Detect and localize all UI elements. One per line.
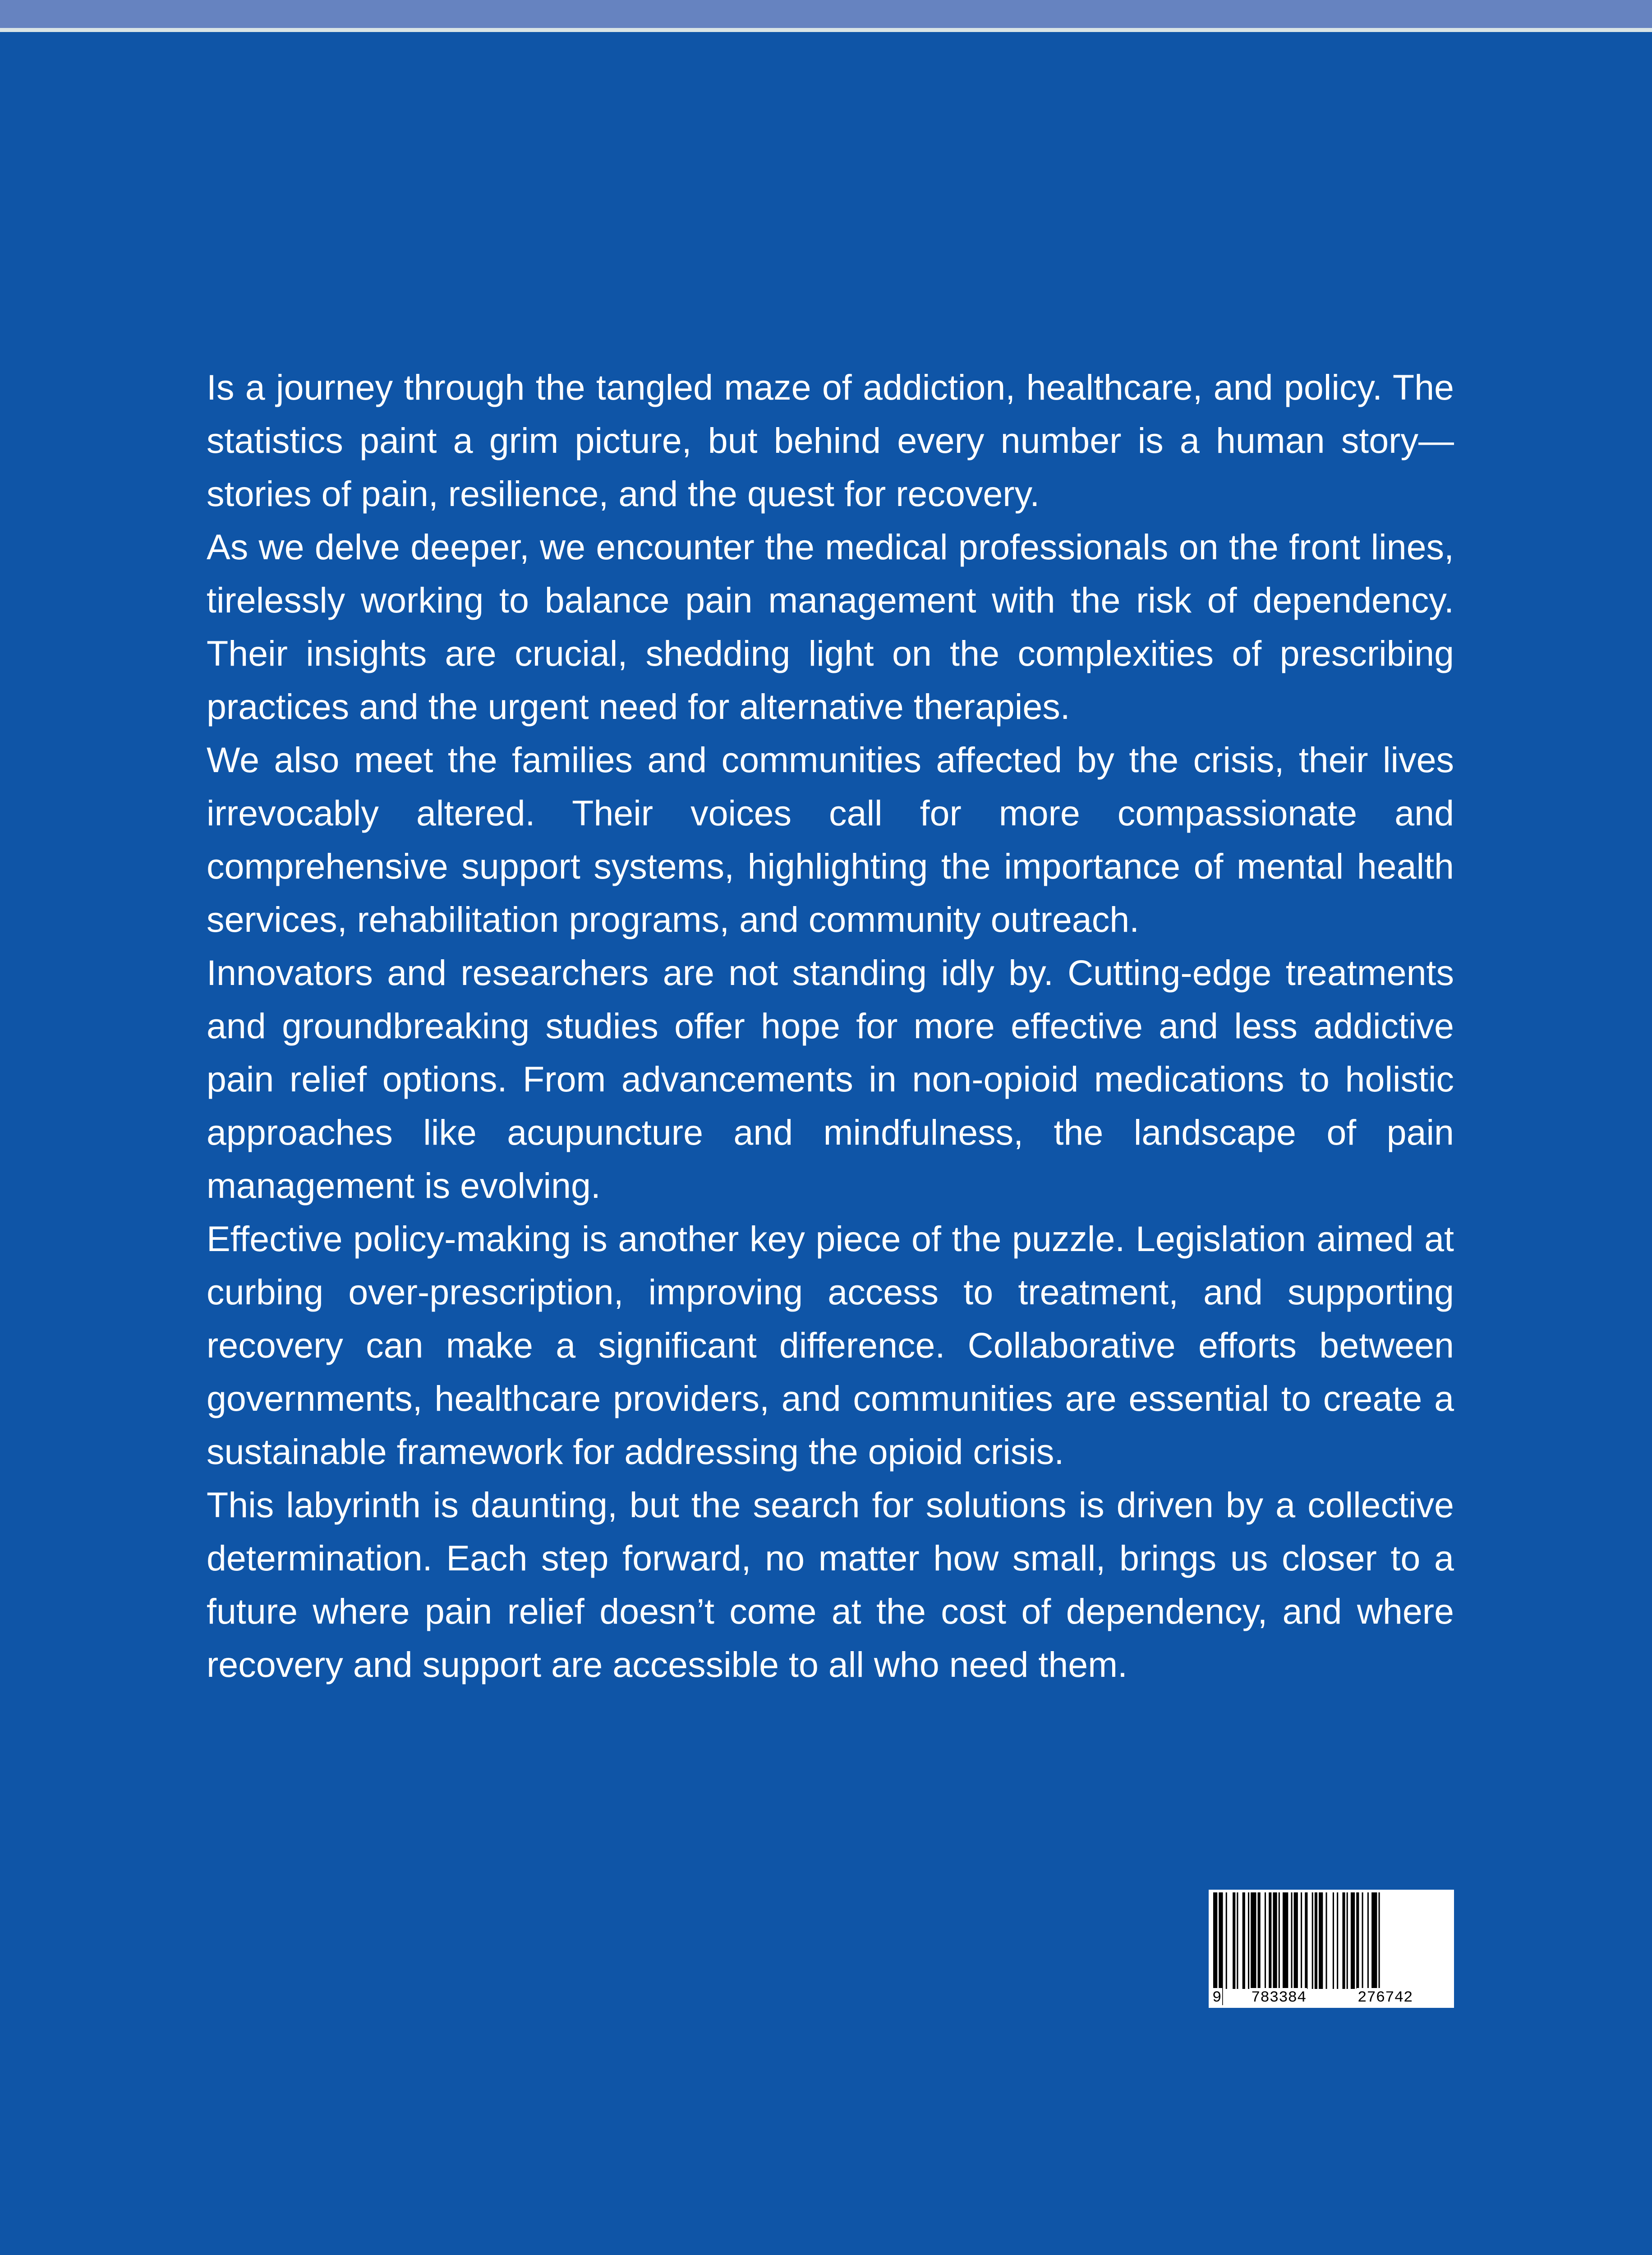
barcode-bar <box>1251 1892 1256 1989</box>
barcode-bar <box>1242 1892 1245 1989</box>
barcode-bar <box>1237 1892 1238 1989</box>
barcode-bar <box>1248 1892 1249 1989</box>
barcode-digits <box>1209 1988 1454 2008</box>
barcode-bar <box>1347 1892 1348 1989</box>
barcode-bar <box>1333 1892 1334 1989</box>
barcode-bar <box>1269 1892 1271 1989</box>
barcode-bar <box>1312 1892 1313 1989</box>
barcode-bar <box>1291 1892 1292 1989</box>
barcode-bar <box>1351 1892 1355 1989</box>
barcode-bar <box>1342 1892 1345 1989</box>
barcode-bar <box>1319 1892 1323 1989</box>
barcode-bar <box>1265 1892 1266 1989</box>
barcode-bar <box>1279 1892 1280 1989</box>
barcode-bar <box>1226 1892 1227 1989</box>
blurb-paragraph: Is a journey through the tangled maze of addiction, healthcare, and policy. The statistics paint a grim picture, but behind every number is a human story—stories of pain, resilience, and the quest for recovery. <box>207 367 1454 514</box>
barcode-bar <box>1337 1892 1338 1989</box>
barcode-bar <box>1356 1892 1359 1989</box>
barcode-bar <box>1233 1892 1235 1989</box>
blurb-paragraph: Effective policy-making is another key piece of the puzzle. Legislation aimed at curbing over-prescription, improving access to treatment, and supporting recovery can make a significant difference. Collaborative efforts between governments, healthcare providers, and communities are essential to create a sustainable framework for addressing the opioid crisis. <box>207 1219 1454 1472</box>
blurb-paragraph: Innovators and researchers are not standing idly by. Cutting-edge treatments and groundbreaking studies offer hope for more effective and less addictive pain relief options. From advancements in non-opioid medications to holistic approaches like acupuncture and mindfulness, the landscape of pain management is evolving. <box>207 953 1454 1206</box>
barcode-digits-right: 276742 <box>1357 1988 1413 2008</box>
barcode-bar <box>1367 1892 1369 1989</box>
barcode-bar <box>1362 1892 1363 1989</box>
barcode-bar <box>1258 1892 1261 1989</box>
top-band <box>0 0 1652 28</box>
blurb-paragraph: This labyrinth is daunting, but the search for solutions is driven by a collective determination. Each step forward, no matter how small, brings us closer to a future where pain relief doesn’t come at the cost of dependency, and where recovery and support are accessible to all who need them. <box>207 1485 1454 1684</box>
barcode-bar <box>1273 1892 1277 1989</box>
barcode-bar <box>1315 1892 1317 1989</box>
barcode-digit-first: 9 <box>1211 1988 1222 2008</box>
isbn-barcode <box>1209 1890 1454 2008</box>
blurb-paragraph: We also meet the families and communities affected by the crisis, their lives irrevocably altered. Their voices call for more compassionate and comprehensive support systems, highlighting the importance of mental health services, rehabilitation programs, and community outreach. <box>207 740 1454 939</box>
barcode-bar <box>1325 1892 1327 1989</box>
top-rule <box>0 28 1652 32</box>
barcode-digits-left: 783384 <box>1250 1988 1307 2008</box>
barcode-bar <box>1305 1892 1307 1989</box>
blurb-paragraph: As we delve deeper, we encounter the medical professionals on the front lines, tirelessly working to balance pain management with the risk of dependency. Their insights are crucial, shedding light on the complexities of prescribing practices and the urgent need for alternative therapies. <box>207 527 1454 727</box>
barcode-bar <box>1283 1892 1288 1989</box>
back-cover-blurb <box>207 361 1454 1691</box>
